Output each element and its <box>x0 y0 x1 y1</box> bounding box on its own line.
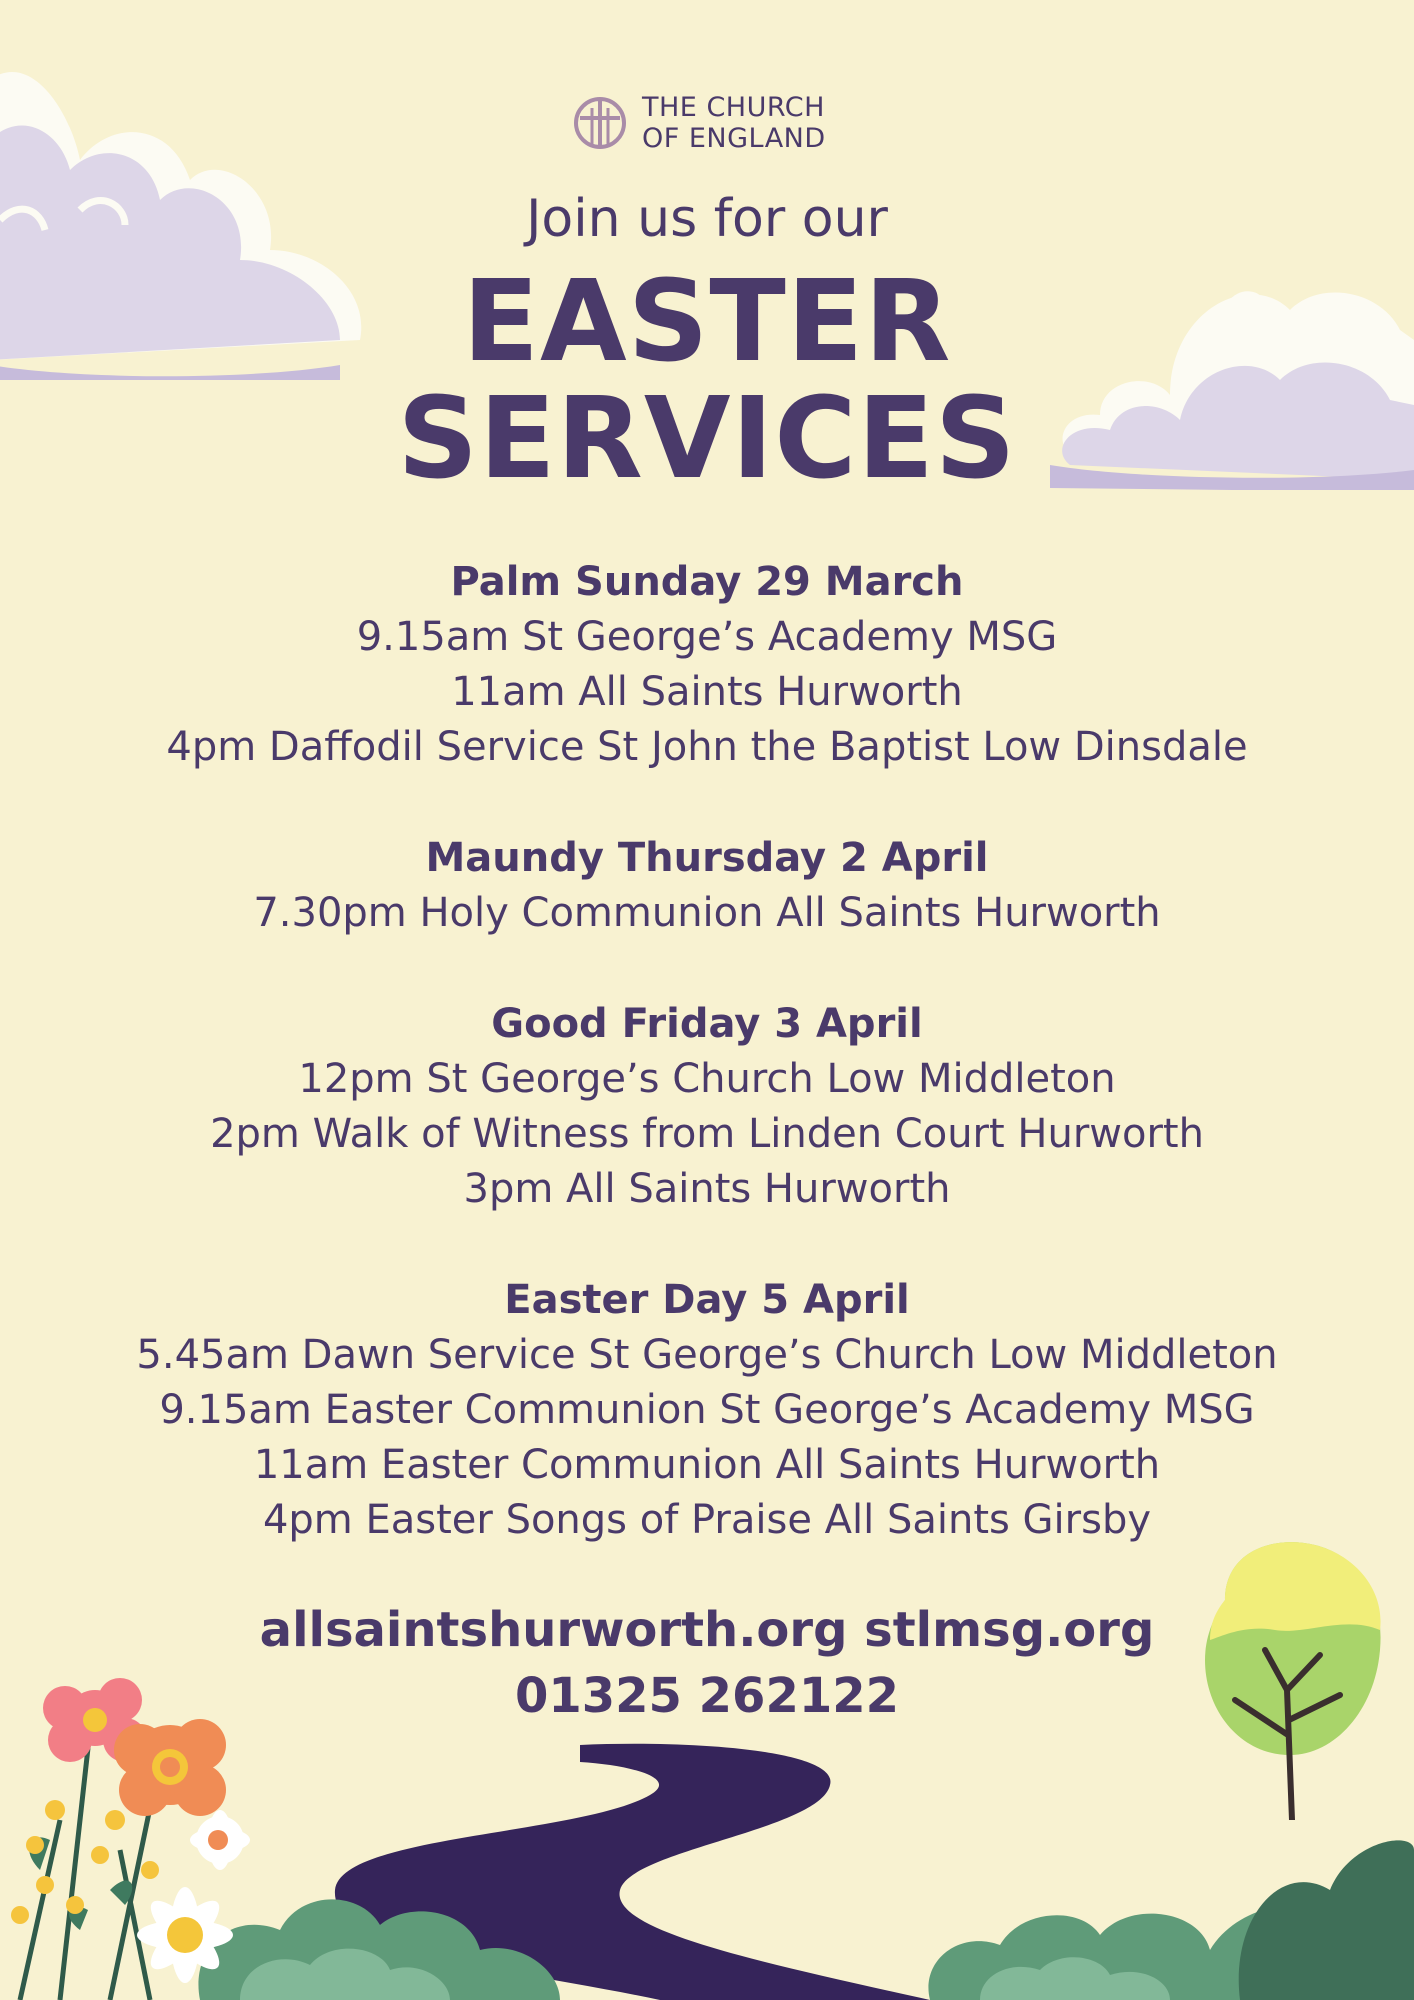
day-block-easter-day <box>0 1273 1414 1548</box>
service-item: 12pm St George’s Church Low Middleton <box>298 1056 1116 1102</box>
day-heading: Good Friday 3 April <box>491 1001 923 1047</box>
logo-text: THE CHURCH OF ENGLAND <box>642 92 826 154</box>
service-item: 2pm Walk of Witness from Linden Court Hurworth <box>210 1111 1204 1157</box>
service-item: 5.45am Dawn Service St George’s Church Low Middleton <box>136 1332 1278 1378</box>
page-title-line-1: EASTER <box>462 257 952 387</box>
service-item: 9.15am Easter Communion St George’s Academy MSG <box>159 1387 1255 1433</box>
day-block-good-friday <box>0 997 1414 1217</box>
church-of-england-logo <box>572 92 872 156</box>
day-heading: Easter Day 5 April <box>504 1277 910 1323</box>
intro-text: Join us for our <box>526 189 888 249</box>
service-schedule <box>0 555 1414 1548</box>
service-item: 7.30pm Holy Communion All Saints Hurworth <box>253 890 1161 936</box>
service-item: 4pm Daffodil Service St John the Baptist Low Dinsdale <box>166 724 1248 770</box>
day-heading: Maundy Thursday 2 April <box>425 835 989 881</box>
day-block-maundy-thursday <box>0 831 1414 941</box>
service-item: 11am Easter Communion All Saints Hurworth <box>253 1442 1161 1488</box>
page-title-line-2: SERVICES <box>397 374 1017 504</box>
day-block-palm-sunday <box>0 555 1414 775</box>
service-item: 11am All Saints Hurworth <box>451 669 963 715</box>
service-item: 9.15am St George’s Academy MSG <box>356 614 1058 660</box>
service-item: 3pm All Saints Hurworth <box>463 1166 951 1212</box>
websites-text: allsaintshurworth.org stlmsg.org <box>259 1602 1155 1658</box>
service-item: 4pm Easter Songs of Praise All Saints Girsby <box>262 1497 1152 1543</box>
day-heading: Palm Sunday 29 March <box>450 559 964 605</box>
church-of-england-cross-icon <box>572 94 628 152</box>
tree-illustration <box>1195 1540 1385 1820</box>
flowers-illustration <box>0 1670 290 2000</box>
phone-number: 01325 262122 <box>514 1668 900 1724</box>
